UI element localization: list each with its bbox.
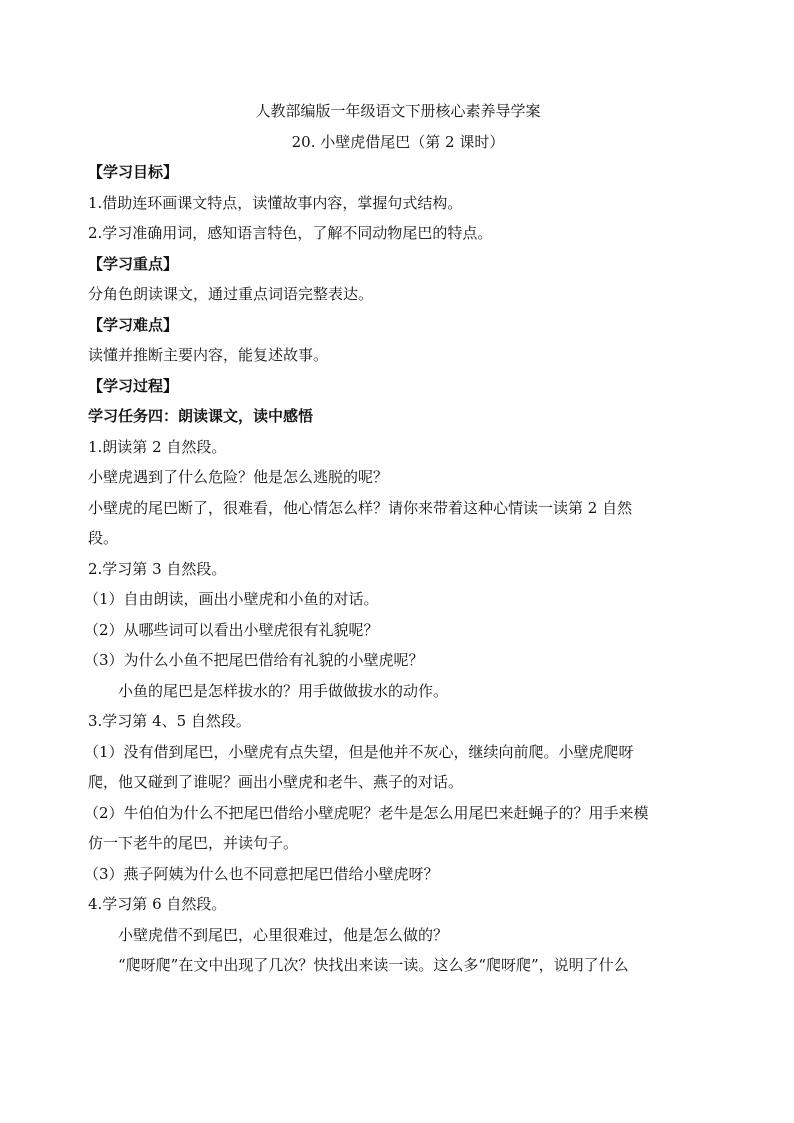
step-1-question-2-line-1: 小壁虎的尾巴断了，很难看，他心情怎么样？请你来带着这种心情读一读第 2 自然 xyxy=(88,498,633,517)
section-heading-process: 【学习过程】 xyxy=(88,376,179,395)
objective-2: 2.学习准确用词，感知语言特色，了解不同动物尾巴的特点。 xyxy=(88,224,493,242)
step-1: 1.朗读第 2 自然段。 xyxy=(88,437,227,456)
step-3-item-3: （3）燕子阿姨为什么也不同意把尾巴借给小壁虎呀？ xyxy=(84,864,439,883)
document-title: 人教部编版一年级语文下册核心素养导学案 xyxy=(255,102,541,120)
document-subtitle: 20. 小壁虎借尾巴（第 2 课时） xyxy=(291,132,505,151)
step-3-item-1-line-2: 爬，他又碰到了谁呢？画出小壁虎和老牛、燕子的对话。 xyxy=(88,773,464,791)
difficulties-text: 读懂并推断主要内容，能复述故事。 xyxy=(88,346,329,364)
step-4: 4.学习第 6 自然段。 xyxy=(88,895,227,913)
step-4-question-1: 小壁虎借不到尾巴，心里很难过，他是怎么做的？ xyxy=(118,925,449,944)
step-3-item-2-line-1: （2）牛伯伯为什么不把尾巴借给小壁虎呢？老牛是怎么用尾巴来赶蝇子的？用手来模 xyxy=(84,803,649,822)
step-1-question-1: 小壁虎遇到了什么危险？他是怎么逃脱的呢？ xyxy=(88,468,389,486)
task-4-heading: 学习任务四：朗读课文，读中感悟 xyxy=(88,407,314,425)
step-1-question-2-line-2: 段。 xyxy=(88,529,119,547)
key-points-text: 分角色朗读课文，通过重点词语完整表达。 xyxy=(88,285,374,303)
step-4-question-2: “爬呀爬”在文中出现了几次？快找出来读一读。这么多“爬呀爬”，说明了什么 xyxy=(118,956,629,974)
step-3-item-1-line-1: （1）没有借到尾巴，小壁虎有点失望，但是他并不灰心，继续向前爬。小壁虎爬呀 xyxy=(84,742,634,761)
step-3-item-2-line-2: 仿一下老牛的尾巴，并读句子。 xyxy=(88,834,299,852)
section-heading-objectives: 【学习目标】 xyxy=(88,163,179,181)
step-2-item-3-note: 小鱼的尾巴是怎样拔水的？用手做做拔水的动作。 xyxy=(118,681,449,700)
document-page xyxy=(84,96,708,981)
section-heading-difficulties: 【学习难点】 xyxy=(88,315,179,334)
step-3: 3.学习第 4、5 自然段。 xyxy=(88,712,251,730)
objective-1: 1.借助连环画课文特点，读懂故事内容，掌握句式结构。 xyxy=(88,193,463,212)
step-2-item-2: （2）从哪些词可以看出小壁虎很有礼貌呢？ xyxy=(84,620,379,639)
step-2-item-1: （1）自由朗读，画出小壁虎和小鱼的对话。 xyxy=(84,590,379,608)
step-2-item-3: （3）为什么小鱼不把尾巴借给有礼貌的小壁虎呢？ xyxy=(84,651,424,669)
step-2: 2.学习第 3 自然段。 xyxy=(88,559,227,578)
section-heading-key-points: 【学习重点】 xyxy=(88,254,179,273)
